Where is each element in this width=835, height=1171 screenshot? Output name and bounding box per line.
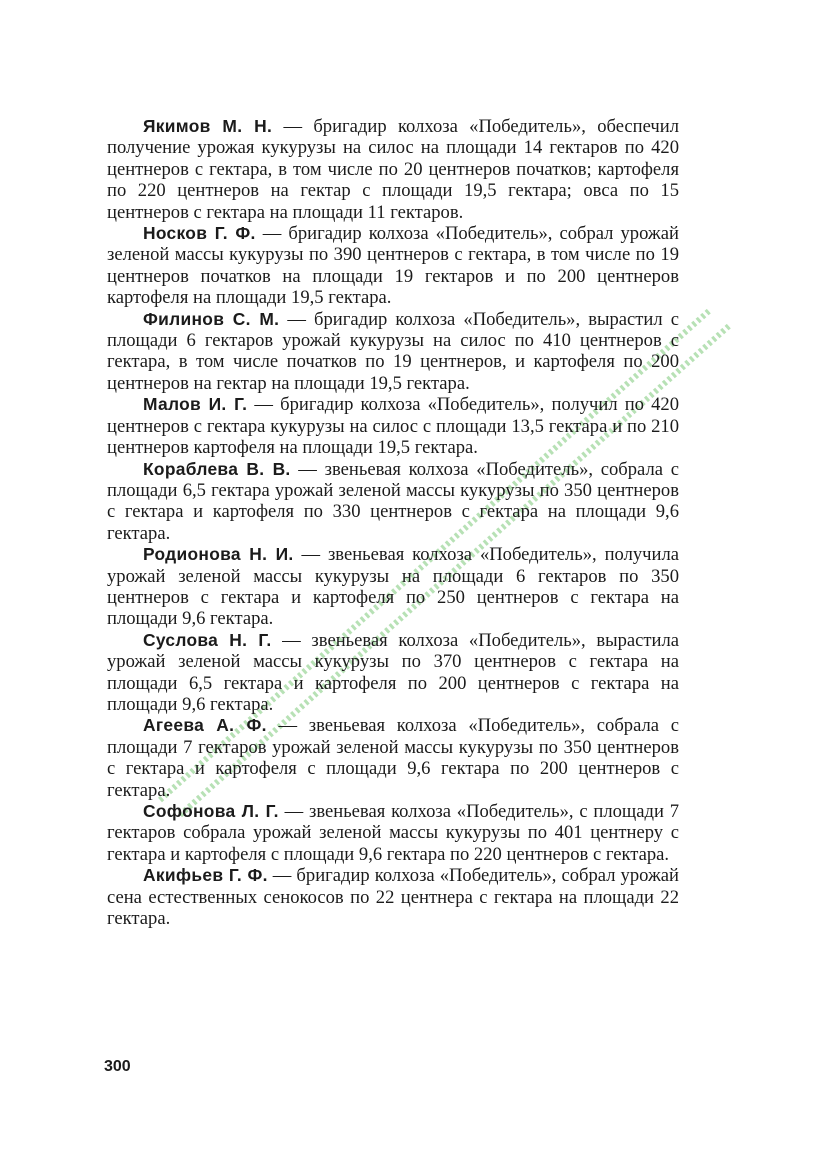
entry-malov (107, 394, 679, 458)
person-name: Якимов М. Н. (143, 116, 273, 136)
entry-text: — звеньевая колхоза «Победитель», собрала с площади 6,5 гектара урожай зеленой массы кукурузы по 350 центнеров с гектара и картофеля по 330 центнеров с гектара на площади 9,6 гектара. (107, 458, 679, 544)
entry-text: — бригадир колхоза «Победитель», обеспечил получение урожая кукурузы на силос на площади 14 гектаров по 420 центнеров с гектара, в том числе по 20 центнеров початков; картофеля по 220 центнеров на гектар с площади 19,5 гектара; овса по 15 центнеров с гектара на площади 11 гектаров. (107, 116, 679, 223)
entry-text: — звеньевая колхоза «Победитель», вырастила урожай зеленой массы кукурузы по 370 центнеров с гектара на площади 6,5 гектара и картофеля по 200 центнеров с гектара на площади 9,6 гектара. (107, 629, 680, 715)
person-name: Суслова Н. Г. (143, 629, 272, 650)
entry-text: — бригадир колхоза «Победитель», получил по 420 центнеров с гектара кукурузы на силос с площади 13,5 гектара и по 210 центнеров картофеля на площади 19,5 гектара. (107, 394, 679, 459)
entry-noskov (107, 223, 679, 309)
entry-text: — бригадир колхоза «Победитель», собрал урожай зеленой массы кукурузы по 390 центнеров с гектара, в том числе по 19 центнеров початков на площади 19 гектаров и по 200 центнеров картофеля на площади 19,5 гектара. (107, 223, 679, 309)
page-number: 300 (104, 1058, 131, 1075)
entry-text: — бригадир колхоза «Победитель», вырастил с площади 6 гектаров урожай кукурузы на силос по 410 центнеров с гектара, в том числе початков по 19 центнеров, и картофеля по 200 центнеров на гектар на площади 19,5 гектара. (107, 308, 679, 394)
person-name: Малов И. Г. (143, 394, 248, 415)
entry-text: — звеньевая колхоза «Победитель», получила урожай зеленой массы кукурузы на площади 6 гектаров по 350 центнеров с гектара и картофеля по 250 центнеров с гектара на площади 9,6 гектара. (107, 544, 679, 630)
person-name: Носков Г. Ф. (143, 223, 256, 244)
person-name: Филинов С. М. (143, 308, 280, 329)
entry-ageeva (107, 715, 679, 801)
entry-text: — звеньевая колхоза «Победитель», с площади 7 гектаров собрала урожай зеленой массы кукурузы по 401 центнеру с гектара и картофеля с площади 9,6 гектара по 220 центнеров с гектара. (107, 801, 679, 865)
entry-sofonova (107, 801, 679, 865)
entry-text: — звеньевая колхоза «Победитель», собрала с площади 7 гектаров урожай зеленой массы кукурузы по 350 центнеров с гектара и картофеля с площади 9,6 гектара по 200 центнеров с гектара. (107, 715, 679, 801)
entry-text: — бригадир колхоза «Победитель», собрал урожай сена естественных сенокосов по 22 центнера с гектара на площади 22 гектара. (107, 865, 679, 930)
person-name: Родионова Н. И. (143, 544, 294, 565)
entry-rodionova (107, 544, 679, 630)
entry-akifev (107, 865, 679, 929)
entry-filinov (107, 309, 679, 395)
person-name: Кораблева В. В. (143, 458, 291, 479)
entry-yakimov (107, 116, 679, 223)
person-name: Агеева А. Ф. (143, 715, 267, 736)
text-body (107, 116, 679, 929)
person-name: Софонова Л. Г. (143, 801, 279, 821)
person-name: Акифьев Г. Ф. (143, 865, 268, 886)
entry-suslova (107, 630, 679, 716)
entry-korableva (107, 459, 679, 545)
